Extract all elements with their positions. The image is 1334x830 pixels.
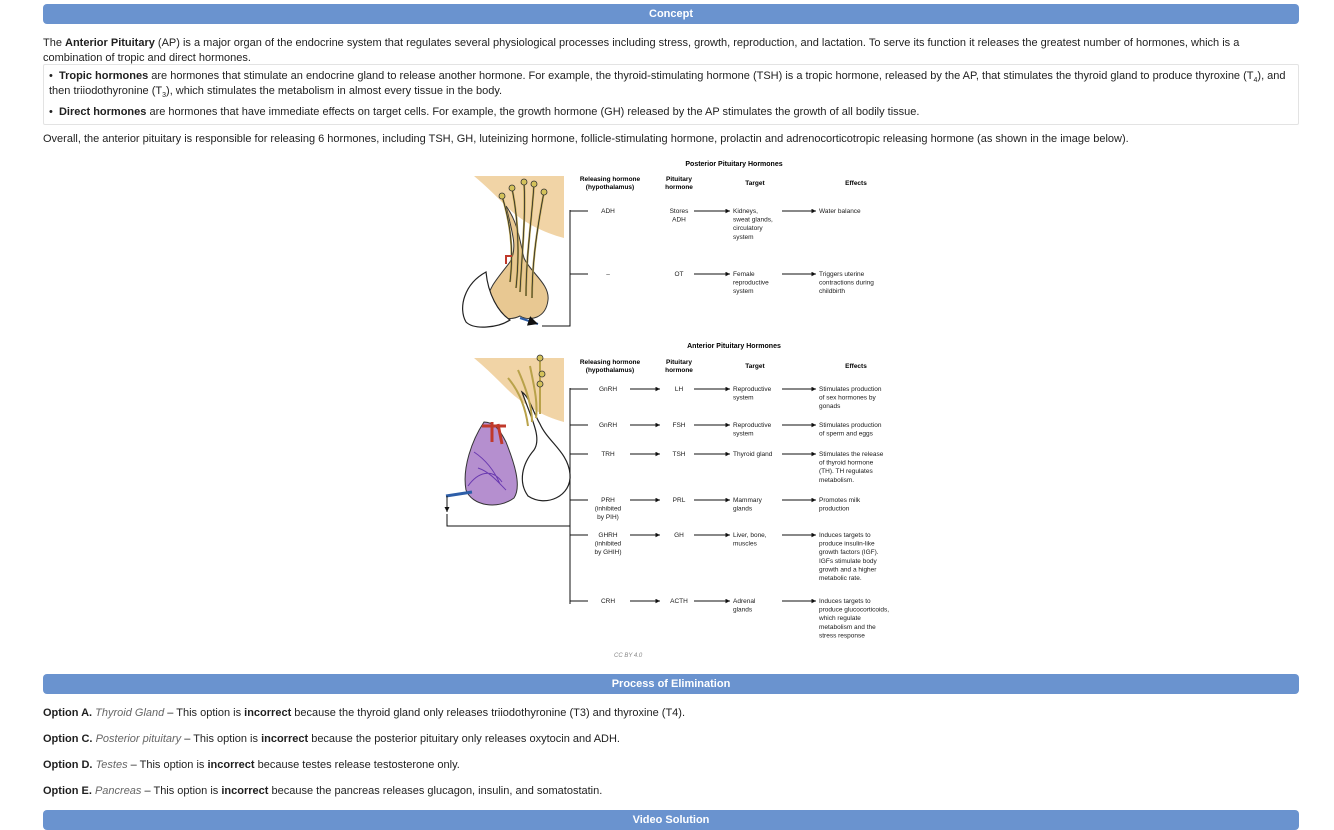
anterior-row-3-target	[733, 451, 773, 458]
anterior-row-5-target	[733, 532, 767, 548]
anterior-row-6-effects-line: which regulate	[819, 615, 861, 623]
anterior-row-4-release	[595, 497, 622, 521]
option-d-verdict: incorrect	[207, 759, 255, 771]
anterior-row-1-pituitary-line: LH	[674, 386, 684, 393]
anterior-row-4-release-line: by PIH)	[597, 514, 619, 522]
anterior-row-4-effects-line: production	[819, 505, 850, 513]
posterior-column-headers	[580, 176, 867, 191]
image-credit: CC BY 4.0	[614, 653, 643, 659]
posterior-row-1-release-line: ADH	[601, 208, 615, 215]
anterior-row-3-effects-line: (TH). TH regulates	[819, 468, 873, 476]
anterior-row-3-release	[601, 451, 615, 458]
tropic-sub-2: 3	[162, 92, 167, 100]
anterior-row-5-release	[594, 532, 621, 556]
anterior-row-2-release	[599, 422, 617, 429]
anterior-row-6-effects-line: metabolism and the	[819, 623, 876, 631]
anterior-row-4-effects	[819, 497, 861, 513]
anterior-row-3-effects-line: of thyroid hormone	[819, 459, 874, 467]
option-c-label: Option C.	[43, 733, 93, 745]
elimination-header: Process of Elimination	[43, 674, 1299, 694]
anterior-col-target: Target	[745, 363, 765, 370]
option-c-name: Posterior pituitary	[95, 733, 182, 745]
option-a-verdict: incorrect	[244, 707, 292, 719]
direct-bold: Direct hormones	[58, 106, 147, 118]
posterior-row-2-pituitary	[674, 271, 683, 278]
anterior-row-6-target-line: glands	[733, 606, 753, 614]
anterior-row-5-effects-line: growth and a higher	[819, 566, 877, 574]
anterior-row-4-target-line: Mammary	[733, 497, 762, 504]
option-e-reason: because the pancreas releases glucagon, insulin, and somatostatin.	[268, 785, 603, 797]
posterior-row-2-release-line: –	[606, 271, 610, 278]
pituitary-hormones-figure	[402, 152, 890, 664]
anterior-pituitary-illustration	[446, 355, 570, 512]
anterior-row-2-target-line: system	[733, 430, 754, 438]
posterior-row-2-target-line: system	[733, 288, 754, 296]
anterior-row-4-release-line: PRH	[601, 497, 615, 504]
anterior-row-5-effects-line: growth factors (IGF).	[819, 549, 879, 557]
anterior-row-5-effects-line: IGFs stimulate body	[819, 557, 877, 565]
anterior-row-3-effects-line: metabolism.	[819, 476, 855, 484]
anterior-row-4-effects-line: Promotes milk	[819, 497, 861, 504]
anterior-col-effects: Effects	[845, 363, 867, 370]
option-a-name: Thyroid Gland	[95, 707, 165, 719]
posterior-title: Posterior Pituitary Hormones	[685, 161, 783, 168]
posterior-row-2-effects-line: contractions during	[819, 279, 874, 287]
posterior-col-release-2: (hypothalamus)	[585, 184, 635, 191]
posterior-col-pituitary-1: Pituitary	[665, 176, 693, 183]
posterior-pituitary-illustration	[463, 176, 564, 327]
anterior-row-1-release-line: GnRH	[598, 386, 618, 393]
posterior-row-1-target-line: sweat glands,	[733, 216, 773, 224]
option-c-pre: – This option is	[181, 733, 262, 745]
posterior-col-effects: Effects	[845, 180, 867, 187]
posterior-row-1-target-line: circulatory	[733, 225, 763, 233]
posterior-rows	[570, 208, 874, 295]
anterior-row-1-target	[733, 386, 772, 402]
anterior-row-5-effects-line: Induces targets to	[819, 532, 871, 539]
anterior-row-5-effects-line: metabolic rate.	[819, 575, 862, 582]
anterior-row-2-pituitary	[673, 422, 686, 429]
anterior-row-6-target-line: Adrenal	[733, 598, 756, 605]
anterior-column-headers	[580, 359, 867, 374]
option-c-reason: because the posterior pituitary only releases oxytocin and ADH.	[308, 733, 620, 745]
option-e-name: Pancreas	[94, 785, 142, 797]
intro-pre: The	[43, 37, 66, 49]
posterior-row-1-target	[733, 208, 773, 241]
option-e-label: Option E.	[43, 785, 92, 797]
direct-text: are hormones that have immediate effects on target cells. For example, the growth hormone (GH) released by the AP stimulates the growth of all bodily tissue.	[146, 106, 920, 118]
option-d-reason: because testes release testosterone only.	[254, 759, 460, 771]
anterior-row-3-target-line: Thyroid gland	[733, 451, 773, 458]
anterior-row-6-pituitary	[670, 598, 688, 605]
intro-bold: Anterior Pituitary	[65, 37, 155, 49]
anterior-row-6-effects	[818, 598, 889, 639]
anterior-rows	[570, 386, 889, 639]
posterior-row-2-effects	[819, 271, 874, 295]
anterior-row-4-target	[733, 497, 763, 513]
anterior-row-6-release	[601, 598, 615, 605]
posterior-row-1-pituitary-line: ADH	[672, 216, 686, 224]
anterior-row-3-pituitary	[673, 451, 686, 458]
concept-header: Concept	[43, 4, 1299, 24]
intro-post: (AP) is a major organ of the endocrine system that regulates several physiological processes including stress, growth, reproduction, and lactation. To serve its function it releases the greatest number of hormones, which is a combination of tropic and direct hormones.	[43, 37, 1240, 64]
anterior-row-2-effects	[819, 422, 882, 438]
anterior-row-2-target	[733, 422, 772, 438]
option-d-label: Option D.	[43, 759, 93, 771]
video-solution-header[interactable]: Video Solution	[43, 810, 1299, 830]
anterior-row-4-pituitary	[673, 497, 686, 504]
option-d-name: Testes	[95, 759, 128, 771]
anterior-row-3-effects	[819, 451, 884, 484]
anterior-row-1-effects-line: of sex hormones by	[819, 394, 876, 402]
tropic-sub-1: 4	[1253, 77, 1258, 85]
anterior-row-1-effects-line: Stimulates production	[819, 386, 882, 393]
anterior-row-4-release-line: (inhibited	[594, 505, 622, 513]
posterior-col-target: Target	[745, 180, 765, 187]
posterior-row-1-pituitary-line: Stores	[669, 208, 689, 215]
anterior-row-5-pituitary-line: GH	[674, 532, 684, 539]
tropic-text-a: are hormones that stimulate an endocrine gland to release another hormone. For example, the thyroid-stimulating hormone (TSH) is a tropic hormone, released by the AP, that stimulates the thyroid gland to produce thyroxine (T	[148, 70, 1254, 82]
option-a-reason: because the thyroid gland only releases triiodothyronine (T3) and thyroxine (T4).	[291, 707, 685, 719]
anterior-row-6-effects-line: produce glucocorticoids,	[819, 606, 890, 614]
anterior-row-5-effects	[819, 532, 879, 582]
option-d-pre: – This option is	[127, 759, 208, 771]
anterior-row-1-effects-line: gonads	[819, 403, 841, 411]
anterior-row-3-pituitary-line: TSH	[672, 451, 686, 458]
anterior-col-pituitary-1: Pituitary	[665, 359, 693, 366]
tropic-text-b: ), and then triiodothyronine (T	[49, 70, 1286, 97]
option-e	[43, 784, 602, 799]
anterior-row-2-effects-line: Stimulates production	[819, 422, 882, 429]
anterior-row-5-pituitary	[674, 532, 684, 539]
anterior-row-6-effects-line: Induces targets to	[819, 598, 871, 605]
anterior-row-2-release-line: GnRH	[598, 422, 618, 429]
option-c	[43, 732, 620, 747]
intro-paragraph	[43, 36, 1299, 66]
option-e-pre: – This option is	[141, 785, 222, 797]
option-e-verdict: incorrect	[221, 785, 269, 797]
anterior-row-5-effects-line: produce insulin-like	[819, 540, 875, 548]
anterior-row-5-target-line: Liver, bone,	[733, 532, 767, 539]
posterior-row-2-release	[606, 271, 610, 278]
posterior-col-pituitary-2: hormone	[665, 184, 693, 191]
posterior-col-release-1: Releasing hormone	[579, 176, 641, 183]
option-a	[43, 706, 685, 721]
anterior-col-pituitary-2: hormone	[665, 367, 693, 374]
posterior-row-1-effects	[819, 208, 861, 215]
anterior-row-5-release-line: by GHIH)	[594, 549, 622, 557]
posterior-row-2-pituitary-line: OT	[674, 271, 684, 278]
anterior-col-release-1: Releasing hormone	[579, 359, 641, 366]
anterior-row-6-pituitary-line: ACTH	[670, 598, 688, 605]
anterior-row-1-target-line: Reproductive	[733, 386, 772, 393]
option-a-pre: – This option is	[164, 707, 245, 719]
anterior-col-release-2: (hypothalamus)	[585, 367, 635, 374]
bullet-tropic: • Tropic hormones are hormones that stimulate an endocrine gland to release another hormone. For example, the thyroid-stimulating hormone (TSH) is a tropic hormone, released by the AP, that stimulates the thyroid gland to produce thyroxine $(T_4)$, and then triiodothyronine $(T_3)$, which stimulates the metabolism in almost every tissue in the body.	[49, 70, 1286, 100]
overall-paragraph: Overall, the anterior pituitary is responsible for releasing 6 hormones, including TSH, GH, luteinizing hormone, follicle-stimulating hormone, prolactin and adrenocorticotropic releasing hormone (as shown in the image below).	[43, 133, 1129, 145]
posterior-row-2-effects-line: Triggers uterine	[819, 271, 865, 278]
anterior-row-5-release-line: GHRH	[598, 532, 618, 539]
bullet-direct: • Direct hormones are hormones that have immediate effects on target cells. For example, the growth hormone (GH) released by the AP stimulates the growth of all bodily tissue.	[49, 106, 920, 118]
anterior-row-4-target-line: glands	[733, 505, 753, 513]
posterior-row-2-effects-line: childbirth	[819, 288, 846, 296]
posterior-row-2-target	[733, 271, 769, 295]
option-a-label: Option A.	[43, 707, 93, 719]
anterior-row-2-effects-line: of sperm and eggs	[819, 430, 873, 438]
posterior-row-1-pituitary	[670, 208, 690, 224]
posterior-row-1-target-line: system	[733, 233, 754, 241]
anterior-title: Anterior Pituitary Hormones	[687, 343, 781, 350]
anterior-row-3-release-line: TRH	[601, 451, 615, 458]
posterior-row-2-target-line: reproductive	[733, 279, 769, 287]
anterior-row-1-pituitary	[675, 386, 684, 393]
option-d	[43, 758, 460, 773]
posterior-row-1-release	[601, 208, 615, 215]
anterior-row-2-pituitary-line: FSH	[672, 422, 686, 429]
hormone-types-box	[43, 64, 1299, 125]
option-c-verdict: incorrect	[261, 733, 309, 745]
anterior-row-2-target-line: Reproductive	[733, 422, 772, 429]
anterior-row-1-target-line: system	[733, 394, 754, 402]
anterior-row-6-target	[733, 598, 756, 614]
posterior-row-1-target-line: Kidneys,	[733, 208, 758, 215]
anterior-row-6-effects-line: stress response	[819, 632, 865, 640]
anterior-row-3-effects-line: Stimulates the release	[819, 451, 884, 458]
tropic-bold: Tropic hormones	[58, 70, 149, 82]
tropic-text-c: ), which stimulates the metabolism in almost every tissue in the body.	[166, 85, 503, 97]
anterior-row-4-pituitary-line: PRL	[672, 497, 686, 504]
posterior-row-1-effects-line: Water balance	[819, 208, 861, 215]
anterior-row-1-effects	[819, 386, 882, 410]
anterior-row-1-release	[599, 386, 617, 393]
anterior-row-5-target-line: muscles	[733, 540, 757, 548]
posterior-row-2-target-line: Female	[733, 271, 755, 278]
anterior-row-5-release-line: (inhibited	[594, 540, 622, 548]
anterior-row-6-release-line: CRH	[600, 598, 616, 605]
